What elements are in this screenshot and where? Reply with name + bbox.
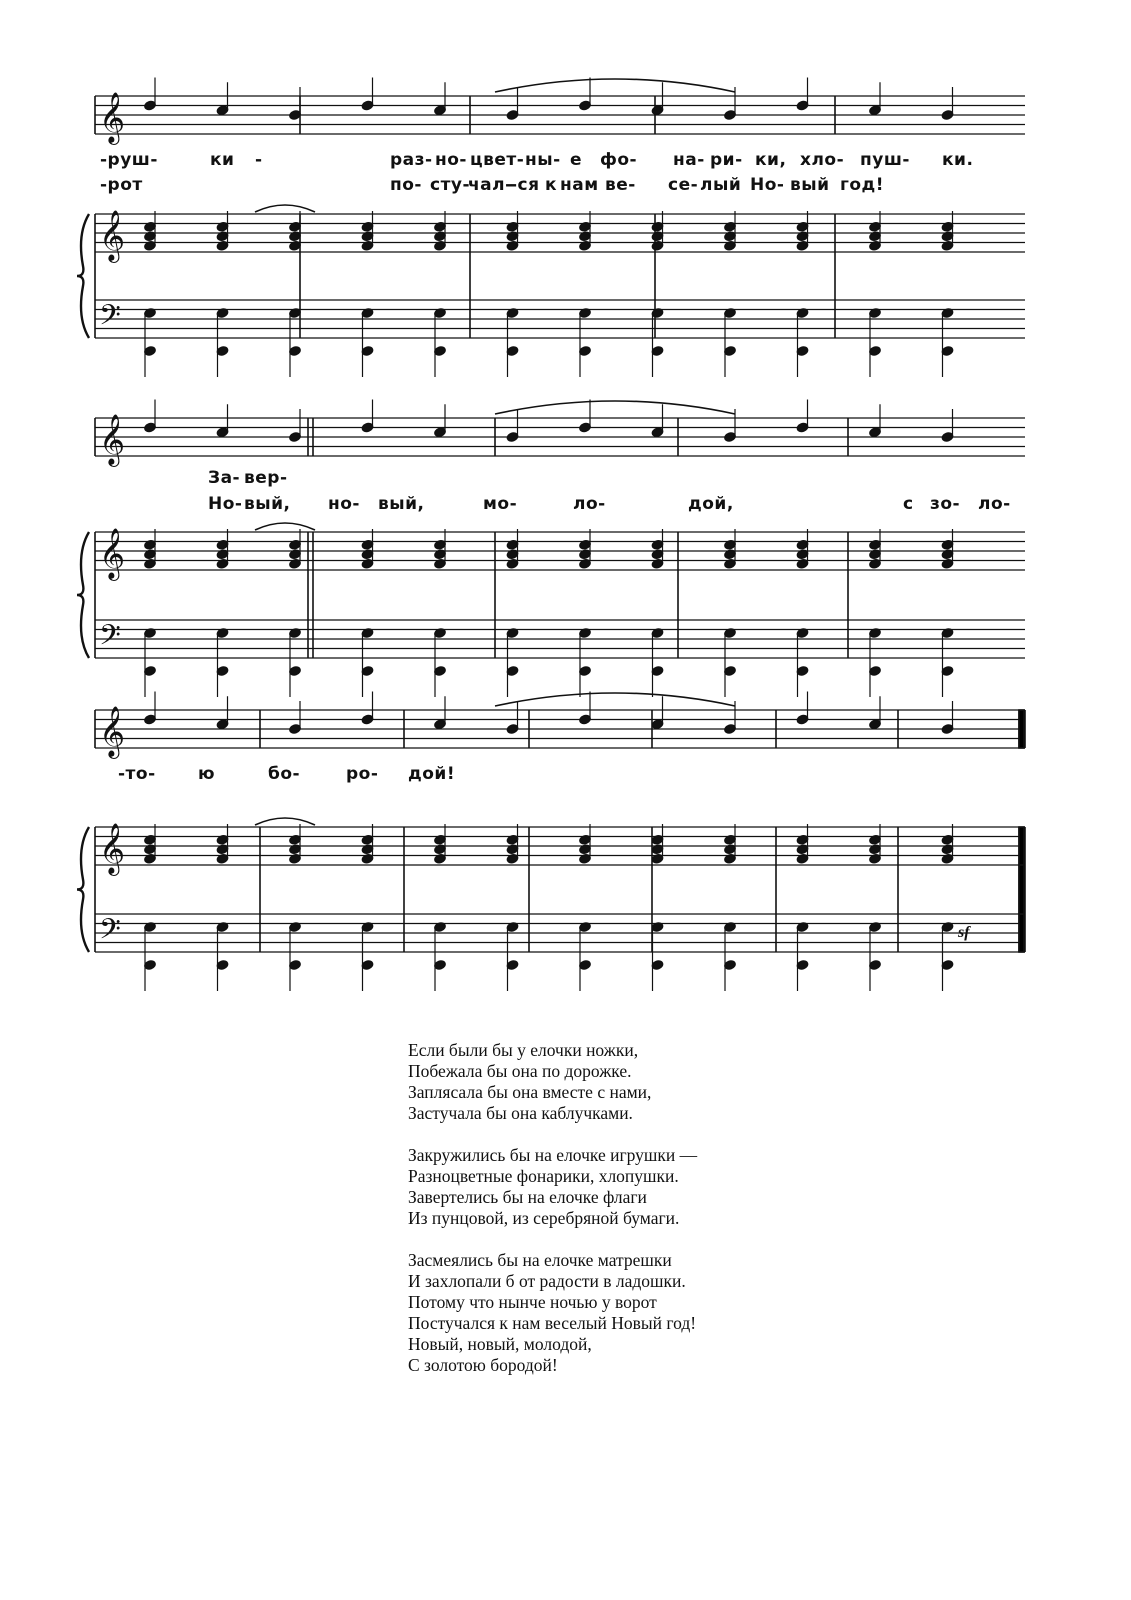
poem-line: И захлопали б от радости в ладошки. <box>408 1271 686 1291</box>
treble-clef: 𝄞 <box>99 823 126 874</box>
lyric-syllable: се- <box>668 175 699 195</box>
poem-line: Завертелись бы на елочке флаги <box>408 1187 647 1207</box>
lyric-syllable: ю <box>198 764 216 784</box>
poem-stanza-1 <box>408 1040 828 1124</box>
slurs <box>77 79 735 952</box>
lyric-syllable: ро- <box>346 764 379 784</box>
lyric-syllable: на- <box>673 150 705 170</box>
lyric-syllable: Но- <box>750 175 785 195</box>
lyric-syllable: с <box>903 494 914 514</box>
treble-clef: 𝄞 <box>99 706 126 757</box>
lyric-syllable: ве- <box>605 175 636 195</box>
lyric-syllable: мо- <box>483 494 518 514</box>
lyric-syllable: -то- <box>118 764 156 784</box>
lyric-syllable: ки, <box>755 150 787 170</box>
poem-line: Заплясала бы она вместе с нами, <box>408 1082 652 1102</box>
lyric-syllable: бо- <box>268 764 301 784</box>
lyric-syllable: дой, <box>688 494 734 514</box>
lyric-syllable: к <box>545 175 558 195</box>
poem-line: С золотою бородой! <box>408 1355 558 1375</box>
lyric-syllable: -ся <box>510 175 540 195</box>
lyric-syllable: ло- <box>978 494 1011 514</box>
poem-line: Побежала бы она по дорожке. <box>408 1061 632 1081</box>
lyric-syllable: цвет- <box>470 150 525 170</box>
final-barline <box>1019 827 1024 865</box>
slur <box>255 205 315 212</box>
lyric-syllable: но- <box>328 494 360 514</box>
poem-line: Из пунцовой, из серебряной бумаги. <box>408 1208 680 1228</box>
poem-line: Постучался к нам веселый Новый год! <box>408 1313 697 1333</box>
lyric-syllable: ки <box>210 150 235 170</box>
slur <box>495 79 735 92</box>
poem-stanza-3 <box>408 1250 828 1376</box>
lyric-syllable: сту- <box>430 175 471 195</box>
lyric-syllable: год! <box>840 175 885 195</box>
dynamic-sf: sf <box>958 924 970 941</box>
lyric-syllable: зо- <box>930 494 961 514</box>
piano-brace <box>77 214 89 338</box>
final-barline <box>1019 865 1024 914</box>
lyric-syllable: но- <box>435 150 467 170</box>
lyric-syllable: За- <box>208 468 241 488</box>
lyric-syllable: ло- <box>573 494 606 514</box>
lyric-syllable: ри- <box>710 150 743 170</box>
clefs <box>99 92 125 953</box>
lyric-syllable: вый, <box>378 494 425 514</box>
poem-text <box>408 1040 828 1397</box>
lyric-syllable: Но- <box>208 494 243 514</box>
poem-line: Застучала бы она каблучками. <box>408 1103 633 1123</box>
treble-clef: 𝄞 <box>99 528 126 579</box>
lyric-syllable: -рот <box>100 175 143 195</box>
lyric-syllable: нам <box>560 175 599 195</box>
lyric-syllable: пуш- <box>860 150 910 170</box>
lyric-syllable: лый <box>700 175 742 195</box>
slur <box>495 693 735 706</box>
final-barline <box>1019 710 1024 748</box>
bass-clef: 𝄢 <box>99 619 121 659</box>
lyric-syllable: вый <box>790 175 830 195</box>
poem-line: Разноцветные фонарики, хлопушки. <box>408 1166 679 1186</box>
piano-brace <box>77 827 89 952</box>
piano-brace <box>77 532 89 658</box>
bass-clef: 𝄢 <box>99 299 121 339</box>
barlines <box>95 96 1025 952</box>
lyric-syllable: фо- <box>600 150 638 170</box>
final-barline <box>1019 914 1024 952</box>
lyric-syllable: ны- <box>525 150 561 170</box>
poem-line: Новый, новый, молодой, <box>408 1334 592 1354</box>
treble-clef: 𝄞 <box>99 210 126 261</box>
lyric-syllable: ки. <box>942 150 974 170</box>
lyric-syllable: раз- <box>390 150 433 170</box>
slur <box>495 401 735 414</box>
poem-line: Если были бы у елочки ножки, <box>408 1040 639 1060</box>
poem-line: Потому что нынче ночью у ворот <box>408 1292 657 1312</box>
poem-stanza-2 <box>408 1145 828 1229</box>
lyric-syllable: хло- <box>800 150 845 170</box>
treble-clef: 𝄞 <box>99 92 126 143</box>
treble-clef: 𝄞 <box>99 414 126 465</box>
slur <box>255 818 315 825</box>
poem-line: Засмеялись бы на елочке матрешки <box>408 1250 672 1270</box>
lyric-syllable: по- <box>390 175 422 195</box>
lyric-syllable: -руш- <box>100 150 158 170</box>
staff-lines <box>95 96 1025 952</box>
lyric-syllable: вер- <box>244 468 288 488</box>
slur <box>255 523 315 530</box>
lyric-syllable: е <box>570 150 583 170</box>
lyric-syllable: дой! <box>408 764 456 784</box>
lyric-syllable: чал- <box>468 175 513 195</box>
lyric-syllable: - <box>255 150 263 170</box>
bass-clef: 𝄢 <box>99 913 121 953</box>
poem-line: Закружились бы на елочке игрушки — <box>408 1145 698 1165</box>
lyric-syllable: вый, <box>244 494 291 514</box>
